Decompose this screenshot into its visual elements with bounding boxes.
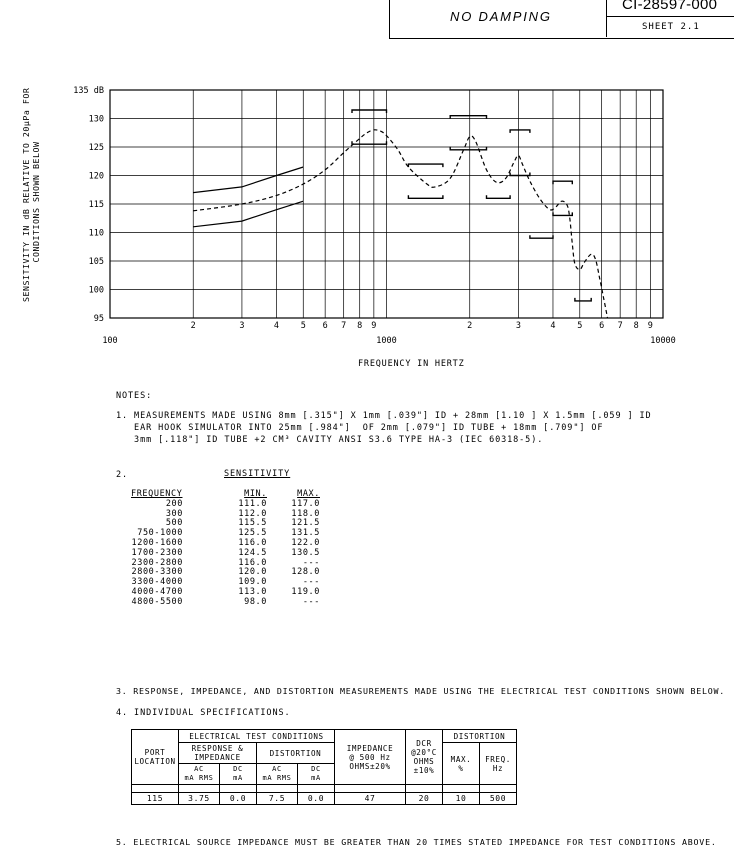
min-limit-bracket xyxy=(530,235,553,238)
sens-col-max: MAX. xyxy=(297,489,320,499)
sens-col-frequency: FREQUENCY xyxy=(131,489,183,499)
sensitivity-row xyxy=(131,598,320,608)
sens-frequency-cell: 500 xyxy=(165,518,183,529)
sens-frequency-cell: 4000-4700 xyxy=(131,586,183,597)
frequency-response-chart xyxy=(0,0,734,380)
note-1-line-2: EAR HOOK SIMULATOR INTO 25mm [.984"] OF 2mm [.079"] ID TUBE + 18mm [.709"] OF xyxy=(116,423,604,433)
sensitivity-heading: SENSITIVITY xyxy=(224,469,291,479)
resp-dc-header: DC mA xyxy=(220,764,257,785)
y-tick-label: 115 xyxy=(88,200,104,210)
x-tick-label: 7 xyxy=(617,321,623,331)
spacer-cell xyxy=(179,785,220,793)
spec-dist-dc-value: 0.0 xyxy=(298,793,335,805)
sensitivity-table xyxy=(131,490,320,608)
impedance-header: IMPEDANCE @ 500 Hz OHMS±20% xyxy=(335,730,406,785)
spec-resp-ac-value: 3.75 xyxy=(179,793,220,805)
note-3: 3. RESPONSE, IMPEDANCE, AND DISTORTION MEASUREMENTS MADE USING THE ELECTRICAL TEST CONDITIONS SHOWN BELOW. xyxy=(116,686,725,696)
sens-min-cell: 124.5 xyxy=(238,547,267,558)
spec-distortion-max-value: 10 xyxy=(443,793,480,805)
sens-max-cell: --- xyxy=(302,596,320,607)
document-number: CI-28597-000 xyxy=(622,0,718,13)
x-tick-label: 7 xyxy=(341,321,347,331)
port-location-header: PORT LOCATION xyxy=(132,730,179,785)
sens-min-cell: 113.0 xyxy=(238,586,267,597)
sens-min-cell: 98.0 xyxy=(244,596,267,607)
sens-min-cell: 116.0 xyxy=(238,557,267,568)
sens-max-cell: --- xyxy=(302,557,320,568)
drawing-title: NO DAMPING xyxy=(450,9,552,24)
y-tick-label: 105 xyxy=(88,257,104,267)
sens-frequency-cell: 2300-2800 xyxy=(131,557,183,568)
spacer-cell xyxy=(220,785,257,793)
spacer-cell xyxy=(406,785,443,793)
sens-min-cell: 111.0 xyxy=(238,498,267,509)
x-tick-label: 3 xyxy=(515,321,521,331)
test-distortion-header: DISTORTION xyxy=(257,743,335,764)
max-limit-bracket xyxy=(510,130,530,133)
x-tick-label: 6 xyxy=(599,321,605,331)
min-limit-bracket xyxy=(575,298,591,301)
notes-heading: NOTES: xyxy=(116,391,153,401)
x-tick-label: 9 xyxy=(371,321,377,331)
y-tick-label: 120 xyxy=(88,171,104,182)
sens-min-cell: 112.0 xyxy=(238,508,267,519)
spec-impedance-value: 47 xyxy=(335,793,406,805)
spec-distortion-freq-value: 500 xyxy=(480,793,517,805)
note-1-line-3: 3mm [.118"] ID TUBE +2 CM³ CAVITY ANSI S3.6 TYPE HA-3 (IEC 60318-5). xyxy=(116,435,544,445)
max-limit-bracket xyxy=(408,164,443,167)
spacer-cell xyxy=(480,785,517,793)
min-limit-bracket xyxy=(352,141,387,144)
response-impedance-header: RESPONSE & IMPEDANCE xyxy=(179,743,257,764)
sens-min-cell: 109.0 xyxy=(238,577,267,588)
spec-port-value: 115 xyxy=(132,793,179,805)
sens-max-cell: --- xyxy=(302,577,320,588)
sens-frequency-cell: 1200-1600 xyxy=(131,537,183,548)
x-tick-label: 5 xyxy=(577,321,583,331)
sens-max-cell: 128.0 xyxy=(291,567,320,578)
note-4: 4. INDIVIDUAL SPECIFICATIONS. xyxy=(116,708,291,718)
x-tick-label: 3 xyxy=(239,321,245,331)
min-limit-bracket xyxy=(408,195,443,198)
electrical-test-conditions-header: ELECTRICAL TEST CONDITIONS xyxy=(179,730,335,743)
sens-max-cell: 130.5 xyxy=(291,547,320,558)
max-percent-header: MAX. % xyxy=(443,743,480,785)
dist-dc-header: DC mA xyxy=(298,764,335,785)
x-axis-label: FREQUENCY IN HERTZ xyxy=(358,359,465,369)
x-tick-label: 10000 xyxy=(650,336,676,346)
sens-max-cell: 117.0 xyxy=(291,498,320,509)
spec-resp-dc-value: 0.0 xyxy=(220,793,257,805)
y-tick-label: 135 dB xyxy=(73,86,104,96)
x-tick-label: 2 xyxy=(190,321,196,331)
sens-max-cell: 118.0 xyxy=(291,508,320,519)
x-tick-label: 2 xyxy=(467,321,473,331)
sens-max-cell: 119.0 xyxy=(291,586,320,597)
y-tick-label: 95 xyxy=(93,314,104,324)
limit-line xyxy=(193,201,303,227)
sens-min-cell: 120.0 xyxy=(238,567,267,578)
spacer-cell xyxy=(257,785,298,793)
sens-min-cell: 116.0 xyxy=(238,537,267,548)
sheet-number: SHEET 2.1 xyxy=(642,22,700,32)
sens-frequency-cell: 2800-3300 xyxy=(131,567,183,578)
note-5: 5. ELECTRICAL SOURCE IMPEDANCE MUST BE GREATER THAN 20 TIMES STATED IMPEDANCE FOR TEST CONDITIONS ABOVE. xyxy=(116,837,717,847)
spacer-cell xyxy=(443,785,480,793)
y-axis-label-line1: SENSITIVITY IN dB RELATIVE TO 20µPa FOR xyxy=(21,87,31,302)
sens-min-cell: 125.5 xyxy=(238,528,267,539)
y-tick-label: 110 xyxy=(88,228,104,239)
x-tick-label: 8 xyxy=(633,321,639,331)
resp-ac-header: AC mA RMS xyxy=(179,764,220,785)
sens-frequency-cell: 200 xyxy=(165,498,183,509)
specification-table xyxy=(131,729,517,805)
min-limit-bracket xyxy=(510,173,530,176)
x-tick-label: 1000 xyxy=(376,336,397,346)
sens-min-cell: 115.5 xyxy=(238,518,267,529)
x-tick-label: 100 xyxy=(102,336,118,346)
freq-hz-header: FREQ. Hz xyxy=(480,743,517,785)
spec-dcr-value: 20 xyxy=(406,793,443,805)
dist-ac-header: AC mA RMS xyxy=(257,764,298,785)
sens-frequency-cell: 750-1000 xyxy=(137,528,183,539)
y-axis-label-line2: CONDITIONS SHOWN BELOW xyxy=(31,141,41,263)
y-tick-label: 130 xyxy=(88,114,104,125)
x-tick-label: 8 xyxy=(357,321,363,331)
sens-col-min: MIN. xyxy=(244,489,267,499)
x-tick-label: 9 xyxy=(647,321,653,331)
x-tick-label: 6 xyxy=(322,321,328,331)
dcr-header: DCR @20°C OHMS ±10% xyxy=(406,730,443,785)
spacer-cell xyxy=(298,785,335,793)
sens-frequency-cell: 300 xyxy=(165,508,183,519)
sens-max-cell: 131.5 xyxy=(291,528,320,539)
note-2-number: 2. xyxy=(116,470,129,480)
y-tick-label: 125 xyxy=(88,143,104,153)
sens-frequency-cell: 3300-4000 xyxy=(131,577,183,588)
spacer-cell xyxy=(335,785,406,793)
spacer-cell xyxy=(132,785,179,793)
x-tick-label: 5 xyxy=(300,321,306,331)
note-1-line-1: 1. MEASUREMENTS MADE USING 8mm [.315"] X 1mm [.039"] ID + 28mm [1.10 ] X 1.5mm [.059 ] ID xyxy=(116,411,652,421)
sens-max-cell: 122.0 xyxy=(291,537,320,548)
min-limit-bracket xyxy=(487,195,511,198)
x-tick-label: 4 xyxy=(550,321,556,331)
x-tick-label: 4 xyxy=(273,321,280,331)
max-limit-bracket xyxy=(352,110,387,113)
sens-frequency-cell: 1700-2300 xyxy=(131,547,183,558)
spec-dist-ac-value: 7.5 xyxy=(257,793,298,805)
distortion-spec-header: DISTORTION xyxy=(443,730,517,743)
limit-line xyxy=(193,167,303,193)
sens-frequency-cell: 4800-5500 xyxy=(131,596,183,607)
y-tick-label: 100 xyxy=(88,285,104,296)
max-limit-bracket xyxy=(553,181,572,184)
sens-max-cell: 121.5 xyxy=(291,518,320,529)
